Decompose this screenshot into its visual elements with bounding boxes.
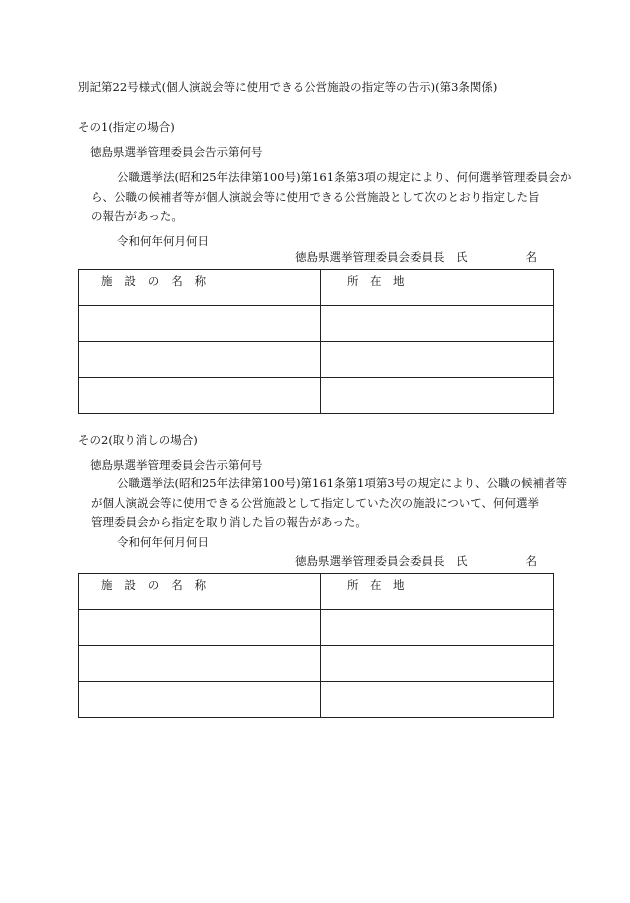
table-row [79,342,554,378]
section1-signer-name-suffix: 名 [525,250,537,264]
column-header-location: 所 在 地 [321,574,554,610]
section1-body-line1: 公職選挙法(昭和25年法律第100号)第161条第3項の規定により、何何選挙管理委員会か [117,170,572,184]
facility-name-cell[interactable] [79,646,321,682]
facility-name-cell[interactable] [79,378,321,414]
section2-signer-name-suffix: 名 [525,554,537,568]
section1-notice-number: 徳島県選挙管理委員会告示第何号 [90,145,263,159]
section2-body-line3: 管理委員会から指定を取り消した旨の報告があった。 [91,515,367,529]
form-title: 別記第22号様式(個人演説会等に使用できる公営施設の指定等の告示)(第3条関係) [78,80,498,94]
table-row [79,682,554,718]
table-header-row [79,574,554,610]
section2-signer [295,555,537,569]
location-cell[interactable] [321,378,554,414]
section2-facility-table [78,573,554,718]
section1-body-line2: ら、公職の候補者等が個人演説会等に使用できる公営施設として次のとおり指定した旨 [91,190,540,204]
table-row [79,610,554,646]
section2-body-line1: 公職選挙法(昭和25年法律第100号)第161条第1項第3号の規定により、公職の候補者等 [117,476,568,490]
section1-signer-title: 徳島県選挙管理委員会委員長 氏 [295,250,468,264]
section1-body-line3: の報告があった。 [91,209,183,223]
section1-facility-table [78,269,554,414]
section1-signer [295,251,537,265]
section2-heading: その2(取り消しの場合) [78,433,198,447]
facility-name-cell[interactable] [79,306,321,342]
section2-signer-title: 徳島県選挙管理委員会委員長 氏 [295,554,468,568]
section1-date: 令和何年何月何日 [117,234,209,248]
facility-name-cell[interactable] [79,610,321,646]
location-cell[interactable] [321,610,554,646]
column-header-location: 所 在 地 [321,270,554,306]
section2-notice-number: 徳島県選挙管理委員会告示第何号 [90,458,263,472]
location-cell[interactable] [321,306,554,342]
facility-name-cell[interactable] [79,342,321,378]
table-header-row [79,270,554,306]
section2-date: 令和何年何月何日 [117,535,209,549]
section1-heading: その1(指定の場合) [78,120,175,134]
column-header-facility-name: 施 設 の 名 称 [79,574,321,610]
table-row [79,646,554,682]
location-cell[interactable] [321,342,554,378]
location-cell[interactable] [321,682,554,718]
table-row [79,378,554,414]
location-cell[interactable] [321,646,554,682]
table-row [79,306,554,342]
column-header-facility-name: 施 設 の 名 称 [79,270,321,306]
section2-body-line2: が個人演説会等に使用できる公営施設として指定していた次の施設について、何何選挙 [91,496,540,510]
facility-name-cell[interactable] [79,682,321,718]
